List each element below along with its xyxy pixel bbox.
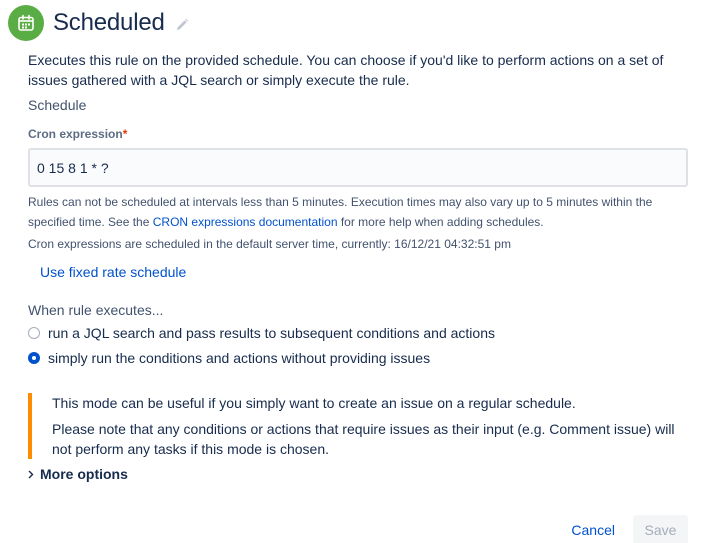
footer-actions xyxy=(561,515,688,543)
cron-expression-input[interactable] xyxy=(28,148,688,187)
no-issues-option[interactable] xyxy=(28,350,430,366)
info-panel-line2: Please note that any conditions or actions that require issues as their input (e.g. Comment issue) will not perform any tasks if this mode is chosen. xyxy=(52,421,675,457)
help-text-before: Rules can not be scheduled at intervals less than 5 minutes. Execution times may also vary up to 5 minutes within the specified time. See the xyxy=(28,195,653,229)
rule-executes-label: When rule executes... xyxy=(28,302,164,318)
info-panel-line1: This mode can be useful if you simply want to create an issue on a regular schedule. xyxy=(52,395,576,411)
chevron-right-icon xyxy=(28,470,34,479)
jql-search-option[interactable] xyxy=(28,325,495,341)
trigger-description: Executes this rule on the provided schedule. You can choose if you'd like to perform actions on a set of issues gathered with a JQL search or simply execute the rule. xyxy=(28,52,664,88)
jql-search-option-label: run a JQL search and pass results to subsequent conditions and actions xyxy=(48,325,495,341)
cron-label-text: Cron expression xyxy=(28,127,123,141)
cron-docs-link[interactable]: CRON expressions documentation xyxy=(152,215,338,229)
radio-checked[interactable] xyxy=(28,352,40,364)
more-options-label: More options xyxy=(40,466,128,482)
radio-unchecked[interactable] xyxy=(28,327,40,339)
pencil-icon[interactable] xyxy=(175,18,189,32)
cancel-button[interactable]: Cancel xyxy=(561,515,625,543)
help-text-after: for more help when adding schedules. xyxy=(337,215,544,229)
cron-help-text xyxy=(28,192,688,232)
required-indicator: * xyxy=(122,127,128,141)
more-options-toggle[interactable] xyxy=(28,466,128,482)
schedule-heading: Schedule xyxy=(28,97,87,113)
info-panel xyxy=(28,393,688,459)
trigger-header xyxy=(8,4,189,42)
fixed-rate-schedule-link[interactable]: Use fixed rate schedule xyxy=(40,264,187,280)
calendar-icon xyxy=(8,5,44,41)
server-time-note: Cron expressions are scheduled in the default server time, currently: 16/12/21 04:32:51 pm xyxy=(28,237,511,251)
cron-expression-label xyxy=(28,127,127,141)
page-title: Scheduled xyxy=(53,9,165,36)
save-button[interactable]: Save xyxy=(633,515,688,543)
no-issues-option-label: simply run the conditions and actions without providing issues xyxy=(48,350,431,366)
